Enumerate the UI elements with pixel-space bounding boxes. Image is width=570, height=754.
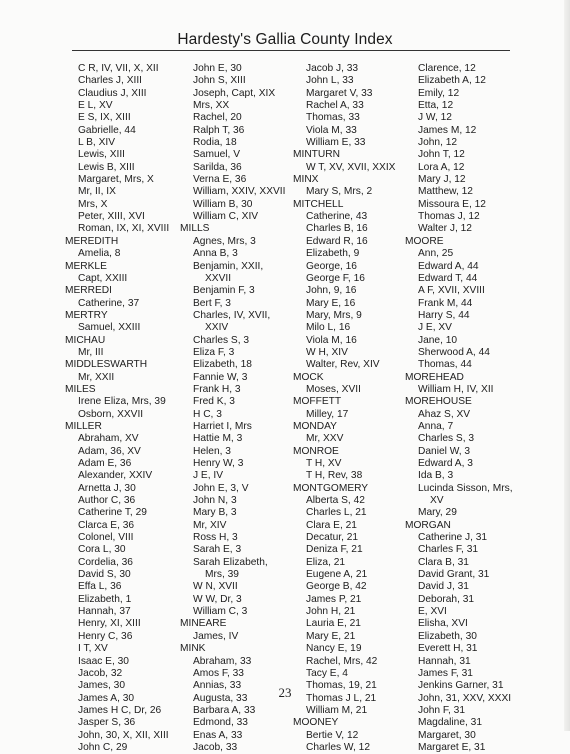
index-entry: Verna E, 36	[193, 174, 247, 186]
index-entry: Fannie W, 3	[193, 371, 248, 383]
index-entry: Capt, XXIII	[78, 272, 128, 284]
index-entry: Hannah, 37	[78, 606, 131, 618]
index-entry: L B, XIV	[78, 137, 115, 149]
index-entry: J E, XV	[418, 322, 452, 334]
index-entry: Alberta S, 42	[306, 495, 365, 507]
page-number: 23	[278, 685, 292, 700]
surname-heading: MOREHEAD	[405, 371, 464, 383]
surname-heading: MITCHELL	[293, 198, 344, 210]
index-entry: Isaac E, 30	[78, 655, 129, 667]
surname-heading: MORGAN	[405, 519, 451, 531]
index-entry: Charles F, 31	[418, 544, 479, 556]
index-entry: Lewis, XIII	[78, 149, 125, 161]
index-entry: Frank M, 44	[418, 297, 473, 309]
index-entry: Rachel A, 33	[306, 100, 364, 112]
index-entry: Samuel, XXIII	[78, 322, 141, 334]
index-entry: Lewis B, XIII	[78, 161, 135, 173]
index-entry: Margaret E, 31	[418, 741, 486, 753]
index-entry: Sarilda, 36	[193, 161, 242, 173]
index-entry: Alexander, XXIV	[78, 470, 153, 482]
index-entry: John H, 21	[306, 606, 356, 618]
surname-heading: MERREDI	[65, 285, 112, 297]
index-entry: Mr, III	[78, 346, 104, 358]
index-entry: Eugene A, 21	[306, 569, 368, 581]
index-entry: Elizabeth, 30	[418, 630, 477, 642]
index-entry: James, IV	[193, 630, 239, 642]
index-entry: Adam, 36, XV	[78, 445, 141, 457]
index-entry: Ross H, 3	[193, 532, 238, 544]
index-entry: Charles L, 21	[306, 507, 367, 519]
index-entry: George F, 16	[306, 272, 365, 284]
index-entry: James H C, Dr, 26	[78, 704, 162, 716]
index-column-2	[180, 63, 285, 754]
index-entry: Enas A, 33	[193, 729, 243, 741]
page-edge-shadow	[564, 0, 570, 731]
index-entry: William B, 30	[193, 198, 253, 210]
index-entry: Jenkins Garner, 31	[418, 680, 504, 692]
index-entry: John, 12	[418, 137, 458, 149]
index-entry: Benjamin F, 3	[193, 285, 255, 297]
index-entry: William E, 33	[306, 137, 366, 149]
index-entry: Mary, 29	[418, 507, 457, 519]
index-entry: William, XXIV, XXVII	[193, 186, 286, 198]
index-entry: Edward R, 16	[306, 235, 368, 247]
surname-heading: MEREDITH	[65, 235, 119, 247]
index-entry: Charles W, 12	[306, 741, 370, 753]
index-entry: Walter, Rev, XIV	[306, 359, 380, 371]
surname-heading: MOORE	[405, 235, 444, 247]
index-entry: Anna B, 3	[193, 248, 238, 260]
index-entry: Jane, 10	[418, 334, 458, 346]
surname-heading: MONTGOMERY	[293, 482, 369, 494]
index-entry: Mrs, XX	[193, 100, 230, 112]
index-entry: William C, 3	[193, 606, 248, 618]
index-entry: John E, 3, V	[193, 482, 249, 494]
index-entry: Clara B, 31	[418, 556, 469, 568]
index-entry: Irene Eliza, Mrs, 39	[78, 396, 166, 408]
index-entry: George, 16	[306, 260, 357, 272]
index-entry: E, XVI	[418, 606, 447, 618]
index-entry: James A, 30	[78, 692, 135, 704]
index-entry: Sarah E, 3	[193, 544, 242, 556]
index-entry: John, 30, X, XII, XIII	[78, 729, 169, 741]
index-entry: Sarah Elizabeth,	[193, 556, 268, 568]
index-column-4	[405, 63, 513, 754]
index-entry: Catherine T, 29	[78, 507, 147, 519]
index-entry: Matthew, 12	[418, 186, 473, 198]
index-entry: Deborah, 31	[418, 593, 475, 605]
index-entry: John, 31, XXV, XXXI	[418, 692, 512, 704]
index-entry: Milo L, 16	[306, 322, 351, 334]
index-entry: Catherine, 43	[306, 211, 368, 223]
index-entry: T H, XV	[306, 458, 342, 469]
index-entry: Elizabeth, 18	[193, 359, 252, 371]
index-entry: Jasper S, 36	[78, 717, 136, 729]
index-entry: Cordelia, 36	[78, 556, 133, 568]
index-entry: Amos F, 33	[193, 667, 244, 679]
index-entry: Clara E, 21	[306, 519, 357, 531]
index-entry: Jacob, 32	[78, 667, 123, 679]
index-entry: William H, IV, XII	[418, 383, 494, 395]
index-entry: Jacob, 33	[193, 741, 238, 753]
index-entry: Thomas, 44	[418, 359, 472, 371]
index-entry: Henry W, 3	[193, 458, 244, 469]
index-entry: Mary S, Mrs, 2	[306, 186, 373, 198]
index-entry: Helen, 3	[193, 445, 231, 457]
index-entry: Annias, 33	[193, 680, 242, 692]
index-entry: John N, 3	[193, 495, 237, 507]
index-entry: Hannah, 31	[418, 655, 471, 667]
index-column-1	[65, 63, 169, 754]
index-entry: Lucinda Sisson, Mrs,	[418, 482, 513, 494]
index-entry: Roman, IX, XI, XVIII	[78, 223, 170, 235]
index-entry: Tacy E, 4	[306, 667, 348, 679]
index-entry: Barbara A, 33	[193, 704, 256, 716]
index-entry: Charles J, XIII	[78, 75, 142, 87]
index-entry: Benjamin, XXII,	[193, 260, 264, 272]
title-rule	[72, 50, 510, 51]
index-entry: John, 9, 16	[306, 285, 357, 297]
index-entry: Thomas J, 12	[418, 211, 480, 223]
index-entry: Mrs, X	[78, 198, 108, 210]
index-entry: Charles S, 3	[193, 334, 250, 346]
index-entry: Hattie M, 3	[193, 433, 243, 445]
surname-heading: MINK	[180, 643, 206, 655]
index-entry: J E, IV	[193, 470, 224, 482]
index-entry: Elizabeth, 1	[78, 593, 132, 605]
surname-heading: MERKLE	[65, 260, 107, 272]
index-entry: Mrs, 39	[205, 569, 239, 581]
index-entry: Everett H, 31	[418, 643, 478, 655]
index-entry: Ahaz S, XV	[418, 408, 471, 420]
index-entry: Anna, 7	[418, 420, 454, 432]
index-entry: Daniel W, 3	[418, 445, 471, 457]
index-entry: Margaret, Mrs, X	[78, 174, 154, 186]
index-entry: Viola M, 16	[306, 334, 357, 346]
index-entry: Gabrielle, 44	[78, 124, 136, 136]
index-entry: Thomas, 33	[306, 112, 360, 124]
index-entry: Elizabeth A, 12	[418, 75, 486, 87]
index-entry: Effa L, 36	[78, 581, 122, 593]
index-entry: H C, 3	[193, 408, 222, 420]
index-entry: Milley, 17	[306, 408, 349, 420]
index-entry: Mary B, 3	[193, 507, 237, 519]
index-entry: Lora A, 12	[418, 161, 465, 173]
index-entry: J W, 12	[418, 112, 452, 124]
index-entry: Moses, XVII	[306, 383, 361, 395]
index-entry: Fred K, 3	[193, 396, 235, 408]
index-entry: Henry, XI, XIII	[78, 618, 141, 630]
index-entry: Henry C, 36	[78, 630, 133, 642]
index-entry: Catherine, 37	[78, 297, 140, 309]
index-entry: Emily, 12	[418, 87, 460, 99]
index-entry: XV	[430, 495, 444, 507]
index-entry: W H, XIV	[306, 346, 348, 358]
index-entry: George B, 42	[306, 581, 367, 593]
index-entry: Deniza F, 21	[306, 544, 363, 556]
index-entry: John T, 12	[418, 149, 465, 161]
index-entry: Harriet I, Mrs	[193, 420, 252, 432]
index-entry: W W, Dr, 3	[193, 593, 242, 605]
index-entry: Harry S, 44	[418, 309, 470, 321]
index-entry: Frank H, 3	[193, 383, 241, 395]
index-entry: John F, 31	[418, 704, 466, 716]
surname-heading: MINEARE	[180, 618, 227, 630]
index-entry: XXIV	[205, 322, 229, 334]
surname-heading: MICHAU	[65, 334, 106, 346]
surname-heading: MOONEY	[293, 717, 339, 729]
index-entry: T H, Rev, 38	[306, 470, 363, 482]
index-entry: E S, IX, XIII	[78, 112, 131, 124]
index-entry: Mary E, 16	[306, 297, 356, 309]
index-entry: Elizabeth, 9	[306, 248, 360, 260]
index-entry: Rodia, 18	[193, 137, 237, 149]
index-entry: Thomas, 19, 21	[306, 680, 377, 692]
index-entry: Eliza, 21	[306, 556, 346, 568]
index-entry: Lauria E, 21	[306, 618, 361, 630]
index-entry: E L, XV	[78, 100, 113, 112]
index-entry: Missoura E, 12	[418, 198, 486, 210]
index-entry: Ralph T, 36	[193, 124, 245, 136]
index-entry: Elisha, XVI	[418, 618, 468, 630]
index-entry: James M, 12	[418, 124, 477, 136]
index-entry: Clarence, 12	[418, 63, 476, 74]
index-entry: David J, 31	[418, 581, 469, 593]
index-entry: David Grant, 31	[418, 569, 490, 581]
index-entry: Bertie V, 12	[306, 729, 359, 741]
index-entry: W N, XVII	[193, 581, 238, 593]
index-entry: Thomas J L, 21	[306, 692, 377, 704]
index-entry: Mr, XIV	[193, 519, 227, 531]
index-entry: John E, 30	[193, 63, 242, 74]
surname-heading: MONROE	[293, 445, 339, 457]
index-entry: Magdaline, 31	[418, 717, 483, 729]
index-entry: Peter, XIII, XVI	[78, 211, 145, 223]
surname-heading: MILLS	[180, 223, 210, 235]
index-entry: Edmond, 33	[193, 717, 248, 729]
index-entry: Adam E, 36	[78, 458, 132, 469]
index-entry: Arnetta J, 30	[78, 482, 136, 494]
index-entry: David S, 30	[78, 569, 131, 581]
index-entry: Ida B, 3	[418, 470, 454, 482]
index-entry: Mr, XXII	[78, 371, 115, 383]
index-entry: Mary E, 21	[306, 630, 356, 642]
index-entry: I T, XV	[78, 643, 108, 655]
index-entry: Catherine J, 31	[418, 532, 488, 544]
index-entry: Decatur, 21	[306, 532, 359, 544]
index-entry: Colonel, VIII	[78, 532, 134, 544]
surname-heading: MERTRY	[65, 309, 108, 321]
index-entry: Abraham, XV	[78, 433, 139, 445]
index-entry: Sherwood A, 44	[418, 346, 490, 358]
index-entry: John S, XIII	[193, 75, 246, 87]
index-entry: Osborn, XXVII	[78, 408, 144, 420]
surname-heading: MINTURN	[293, 149, 340, 161]
index-entry: Abraham, 33	[193, 655, 252, 667]
surname-heading: MOCK	[293, 371, 324, 383]
surname-heading: MIDDLESWARTH	[65, 359, 148, 371]
index-entry: James P, 21	[306, 593, 362, 605]
index-entry: W T, XV, XVII, XXIX	[306, 161, 396, 173]
index-entry: Margaret V, 33	[306, 87, 373, 99]
index-entry: Claudius J, XIII	[78, 87, 147, 99]
index-entry: Edward A, 3	[418, 458, 473, 469]
index-entry: William M, 21	[306, 704, 368, 716]
index-entry: Viola M, 33	[306, 124, 357, 136]
index-entry: Agnes, Mrs, 3	[193, 235, 256, 247]
index-entry: Rachel, 20	[193, 112, 242, 124]
surname-heading: MILES	[65, 383, 96, 395]
index-entry: James, 30	[78, 680, 125, 692]
index-entry: William C, XIV	[193, 211, 259, 223]
index-entry: Author C, 36	[78, 495, 136, 507]
index-entry: Edward T, 44	[418, 272, 478, 284]
index-entry: John C, 29	[78, 741, 128, 753]
index-entry: Eliza F, 3	[193, 346, 235, 358]
index-entry: Bert F, 3	[193, 297, 231, 309]
index-entry: Etta, 12	[418, 100, 454, 112]
index-entry: James F, 31	[418, 667, 473, 679]
index-entry: Mary J, 12	[418, 174, 466, 186]
index-entry: Walter J, 12	[418, 223, 472, 235]
index-entry: Charles B, 16	[306, 223, 368, 235]
index-entry: Mary, Mrs, 9	[306, 309, 362, 321]
index-entry: Margaret, 30	[418, 729, 476, 741]
surname-heading: MOFFETT	[293, 396, 342, 408]
index-entry: Rachel, Mrs, 42	[306, 655, 378, 667]
index-entry: XXVII	[205, 272, 232, 284]
index-entry: Edward A, 44	[418, 260, 479, 272]
index-entry: Charles S, 3	[418, 433, 475, 445]
index-entry: Amelia, 8	[78, 248, 121, 260]
index-entry: C R, IV, VII, X, XII	[78, 63, 159, 74]
index-entry: Charles, IV, XVII,	[193, 309, 271, 321]
index-entry: Mr, II, IX	[78, 186, 116, 198]
index-entry: Samuel, V	[193, 149, 240, 161]
surname-heading: MILLER	[65, 420, 102, 432]
index-entry: A F, XVII, XVIII	[418, 285, 485, 297]
index-entry: John L, 33	[306, 75, 354, 87]
surname-heading: MINX	[293, 174, 319, 186]
index-entry: Mr, XXV	[306, 433, 344, 445]
index-entry: Ann, 25	[418, 248, 454, 260]
index-entry: Joseph, Capt, XIX	[193, 87, 276, 99]
index-entry: Clarca E, 36	[78, 519, 135, 531]
page-title: Hardesty's Gallia County Index	[177, 31, 393, 48]
index-entry: Jacob J, 33	[306, 63, 359, 74]
index-entry: Nancy E, 19	[306, 643, 362, 655]
index-column-3	[293, 63, 395, 754]
surname-heading: MONDAY	[293, 420, 337, 432]
index-entry: Augusta, 33	[193, 692, 248, 704]
index-entry: Cora L, 30	[78, 544, 126, 556]
surname-heading: MOREHOUSE	[405, 396, 472, 408]
